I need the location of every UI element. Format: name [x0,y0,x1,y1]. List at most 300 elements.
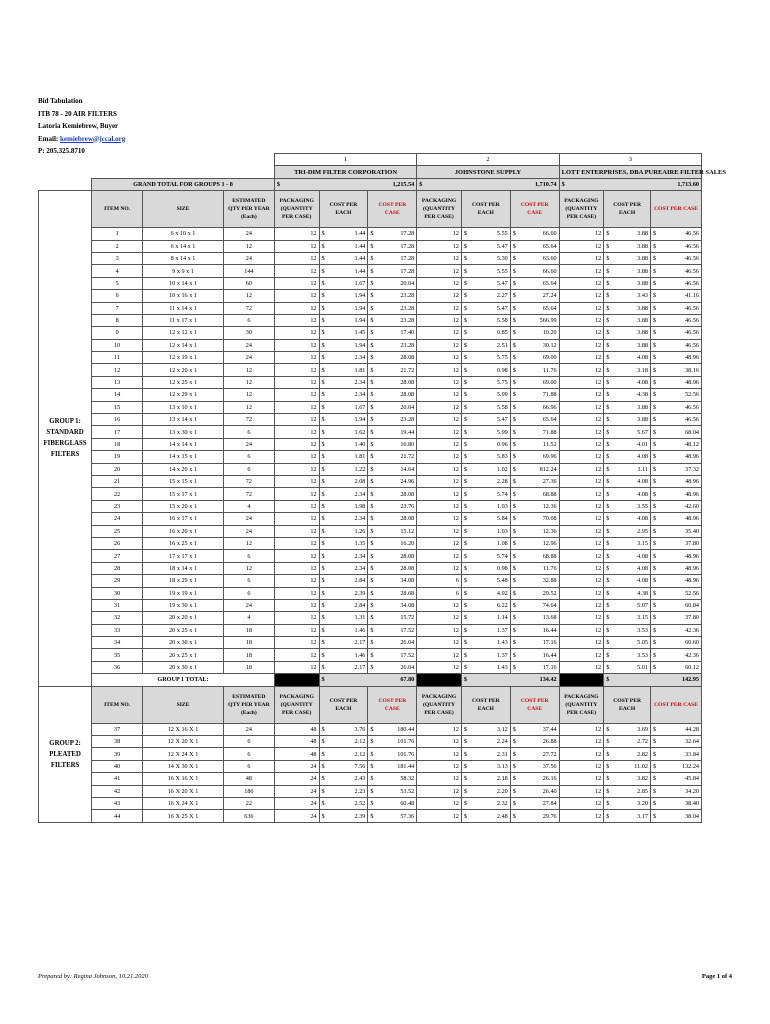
cost-each: $ 5.74 [461,550,510,562]
est-qty: 12 [223,389,274,401]
cost-each: $ 5.58 [461,314,510,326]
cost-case: $ 17.28 [368,228,417,240]
item-no: 2 [92,240,143,252]
cost-case: $ 26.16 [510,773,559,785]
packaging-qty: 12 [274,314,319,326]
cost-each: $ 5.47 [461,240,510,252]
cost-case: $ 60.84 [651,599,702,611]
cost-case: $ 68.04 [651,426,702,438]
grand-total-row [39,178,702,190]
cost-each: $ 3.88 [604,314,651,326]
item-size: 11 x 17 x 1 [143,314,224,326]
cost-each: $ 1.81 [319,364,368,376]
cost-each: $ 3.69 [604,723,651,735]
packaging-qty: 12 [417,401,462,413]
est-qty: 22 [223,797,274,809]
packaging-qty: 12 [274,426,319,438]
item-no: 12 [92,364,143,376]
packaging-qty: 12 [417,426,462,438]
cost-case: $ 46.56 [651,252,702,264]
packaging-qty: 12 [417,513,462,525]
packaging-qty: 12 [417,649,462,661]
cost-each: $ 3.76 [319,723,368,735]
cost-case: $ 23.28 [368,414,417,426]
prepared-by: Prepared by: Regina Johnson, 10.21.2020 [38,973,148,980]
est-qty: 24 [223,252,274,264]
table-row [39,376,702,388]
item-size: 6 x 10 x 1 [143,228,224,240]
col-est-qty: ESTIMATED QTY PER YEAR (Each) [223,191,274,228]
cost-each: $ 1.94 [319,339,368,351]
col-cost-each: COST PER EACH [319,191,368,228]
cost-case: $ 23.28 [368,302,417,314]
cost-each: $ 3.15 [604,612,651,624]
cost-each: $ 3.55 [604,500,651,512]
cost-case: $ 28.68 [368,587,417,599]
cost-each: $ 1.67 [319,277,368,289]
item-no: 4 [92,265,143,277]
col-packaging: PACKAGING (QUANTITY PER CASE) [417,191,462,228]
packaging-qty: 48 [274,748,319,760]
cost-case: $ 44.28 [651,723,702,735]
cost-each: $ 3.43 [604,290,651,302]
packaging-qty: 12 [274,438,319,450]
item-size: 16 x 20 x 1 [143,525,224,537]
est-qty: 72 [223,414,274,426]
packaging-qty: 12 [274,451,319,463]
cost-case: $ 21.72 [368,364,417,376]
buyer-name: Latoria Kemiebrew, Buyer [38,122,119,130]
cost-case: $ 181.44 [368,760,417,772]
item-size: 13 x 14 x 1 [143,414,224,426]
cost-each: $ 1.44 [319,240,368,252]
cost-each: $ 1.62 [319,426,368,438]
group-total-label: GROUP 1 TOTAL: [92,674,275,686]
packaging-qty: 12 [417,364,462,376]
cost-case: $ 11.52 [510,438,559,450]
item-size: 20 x 25 x 1 [143,624,224,636]
cost-each: $ 5.47 [461,277,510,289]
est-qty: 4 [223,500,274,512]
cost-case: $ 41.16 [651,290,702,302]
cost-each: $ 1.94 [319,290,368,302]
packaging-qty: 12 [417,661,462,673]
cost-each: $ 1.45 [319,327,368,339]
cost-each: $ 11.02 [604,760,651,772]
cost-each: $ 5.84 [461,513,510,525]
item-no: 22 [92,488,143,500]
table-row [39,637,702,649]
item-size: 15 x 17 x 1 [143,488,224,500]
cost-case: $ 69.00 [510,352,559,364]
packaging-qty: 12 [417,637,462,649]
item-no: 36 [92,661,143,673]
packaging-qty: 12 [559,364,604,376]
cost-case: $ 52.56 [651,587,702,599]
est-qty: 24 [223,228,274,240]
item-size: 16 X 16 X 1 [143,773,224,785]
cost-case: $ 66.60 [510,228,559,240]
cost-case: $ 13.68 [510,612,559,624]
cost-each: $ 3.88 [604,277,651,289]
est-qty: 60 [223,277,274,289]
packaging-qty: 12 [274,599,319,611]
est-qty: 72 [223,488,274,500]
item-no: 40 [92,760,143,772]
table-row [39,562,702,574]
item-size: 10 x 14 x 1 [143,277,224,289]
cost-case: $ 29.76 [510,810,559,822]
buyer-email-link[interactable]: kemiebrew@jccal.org [59,134,126,143]
packaging-qty: 12 [417,748,462,760]
item-size: 16 X 25 X 1 [143,810,224,822]
cost-each: $ 3.53 [604,624,651,636]
cost-case: $ 69.00 [510,376,559,388]
item-size: 9 x 9 x 1 [143,265,224,277]
cost-each: $ 5.47 [461,414,510,426]
cost-case: $ 48.96 [651,376,702,388]
packaging-qty: 12 [559,736,604,748]
table-row [39,414,702,426]
cost-each: $ 4.38 [604,389,651,401]
cost-each: $ 2.17 [319,637,368,649]
cost-each: $ 5.75 [461,376,510,388]
packaging-qty: 12 [417,389,462,401]
itb-number: ITB 78 - 20 AIR FILTERS [38,109,117,118]
cost-each: $ 2.82 [604,748,651,760]
cost-case: $ 30.12 [510,339,559,351]
cost-case: $ 37.44 [510,723,559,735]
packaging-qty: 12 [417,537,462,549]
item-no: 20 [92,463,143,475]
packaging-qty: 12 [274,637,319,649]
est-qty: 24 [223,438,274,450]
est-qty: 24 [223,339,274,351]
col-packaging: PACKAGING (QUANTITY PER CASE) [274,686,319,723]
est-qty: 144 [223,265,274,277]
cost-each: $ 6.22 [461,599,510,611]
cost-case: $ 48.96 [651,451,702,463]
cost-case: $ 11.76 [510,364,559,376]
cost-case: $ 17.52 [368,649,417,661]
packaging-qty: 12 [417,240,462,252]
cost-each: $ 1.94 [319,414,368,426]
item-size: 17 x 17 x 1 [143,550,224,562]
cost-each: $ 0.98 [461,364,510,376]
packaging-qty: 12 [417,277,462,289]
cost-each: $ 1.08 [461,537,510,549]
packaging-qty: 12 [559,252,604,264]
packaging-qty: 12 [559,525,604,537]
cost-case: $ 66.96 [510,401,559,413]
item-no: 27 [92,550,143,562]
cost-case: $ 48.96 [651,488,702,500]
packaging-qty: 12 [417,612,462,624]
cost-each: $ 2.31 [461,748,510,760]
item-no: 14 [92,389,143,401]
packaging-qty: 12 [417,736,462,748]
item-no: 18 [92,438,143,450]
cost-case: $ 70.08 [510,513,559,525]
packaging-qty: 12 [559,488,604,500]
vendor-name: JOHNSTONE SUPPLY [417,166,559,178]
packaging-qty: 12 [559,785,604,797]
group-label: GROUP 2: PLEATED FILTERS [39,686,92,822]
cost-case: $ 32.64 [651,736,702,748]
cost-case: $ 20.04 [368,401,417,413]
cost-each: $ 4.08 [604,451,651,463]
est-qty: 6 [223,451,274,463]
item-no: 24 [92,513,143,525]
table-row [39,575,702,587]
table-row [39,525,702,537]
table-row [39,649,702,661]
packaging-qty: 12 [274,364,319,376]
cost-each: $ 2.72 [604,736,651,748]
packaging-qty: 12 [559,401,604,413]
cost-each: $ 2.18 [461,773,510,785]
col-size: SIZE [143,191,224,228]
packaging-qty: 12 [417,265,462,277]
cost-case: $ 38.16 [651,364,702,376]
packaging-qty: 48 [274,723,319,735]
cost-case: $ 20.04 [368,277,417,289]
vendor-name-row [39,166,702,178]
packaging-qty: 12 [559,240,604,252]
cost-case: $ 66.60 [510,265,559,277]
cost-each: $ 2.95 [604,525,651,537]
packaging-qty: 12 [417,562,462,574]
col-item-no: ITEM NO. [92,191,143,228]
cost-each: $ 4.08 [604,513,651,525]
cost-each: $ 1.03 [461,500,510,512]
cost-each: $ 4.08 [604,488,651,500]
cost-case: $ 566.99 [510,314,559,326]
packaging-qty: 12 [559,562,604,574]
table-row [39,265,702,277]
table-row [39,228,702,240]
cost-each: $ 5.47 [461,302,510,314]
item-size: 6 x 14 x 1 [143,240,224,252]
cost-case: $ 63.60 [510,252,559,264]
table-row [39,389,702,401]
cost-case: $ 12.36 [510,500,559,512]
packaging-qty: 12 [559,389,604,401]
cost-each: $ 2.20 [461,785,510,797]
cost-each: $ 2.12 [319,748,368,760]
cost-each: $ 2.34 [319,389,368,401]
cost-each: $ 2.34 [319,352,368,364]
cost-case: $ 48.96 [651,513,702,525]
item-no: 1 [92,228,143,240]
cost-each: $ 5.99 [461,389,510,401]
packaging-qty: 12 [417,290,462,302]
table-row [39,736,702,748]
item-no: 19 [92,451,143,463]
cost-each: $ 3.88 [604,302,651,314]
cost-each: $ 2.84 [319,599,368,611]
col-cost-each: COST PER EACH [461,191,510,228]
cost-each: $ 3.88 [604,339,651,351]
packaging-qty: 12 [559,637,604,649]
est-qty: 6 [223,760,274,772]
item-no: 32 [92,612,143,624]
vendor-number: 3 [559,154,701,166]
est-qty: 186 [223,785,274,797]
table-row [39,537,702,549]
packaging-qty: 12 [559,760,604,772]
col-size: SIZE [143,686,224,723]
cost-each: $ 0.98 [461,562,510,574]
packaging-qty: 12 [559,352,604,364]
doc-title: Bid Tabulation [38,97,83,105]
cost-case: $ 17.16 [510,661,559,673]
cost-each: $ 4.08 [604,575,651,587]
est-qty: 6 [223,550,274,562]
cost-each: $ 0.85 [461,327,510,339]
cost-each: $ 3.82 [604,773,651,785]
cost-each: $ 2.39 [319,810,368,822]
packaging-qty: 12 [559,575,604,587]
cost-case: $ 37.56 [510,760,559,772]
table-row [39,587,702,599]
packaging-qty: 24 [274,773,319,785]
packaging-qty: 12 [559,228,604,240]
cost-each: $ 2.12 [319,736,368,748]
col-cost-each: COST PER EACH [319,686,368,723]
cost-case: $ 53.52 [368,785,417,797]
item-size: 18 x 29 x 1 [143,575,224,587]
cost-case: $ 46.56 [651,265,702,277]
cost-each: $ 5.83 [461,451,510,463]
cost-case: $ 58.32 [368,773,417,785]
table-row [39,810,702,822]
cost-case: $ 48.96 [651,352,702,364]
packaging-qty: 12 [417,760,462,772]
packaging-qty: 12 [274,339,319,351]
est-qty: 12 [223,364,274,376]
col-cost-each: COST PER EACH [604,191,651,228]
table-row [39,550,702,562]
packaging-qty: 12 [274,277,319,289]
cost-each: $ 1.43 [461,661,510,673]
table-row [39,488,702,500]
cost-case: $ 101.76 [368,736,417,748]
item-no: 13 [92,376,143,388]
packaging-qty: 12 [417,488,462,500]
cost-each: $ 5.74 [461,488,510,500]
item-size: 16 x 17 x 1 [143,513,224,525]
cost-each: $ 5.05 [604,637,651,649]
item-size: 12 x 19 x 1 [143,352,224,364]
col-cost-case: COST PER CASE [651,686,702,723]
cost-each: $ 4.92 [461,587,510,599]
packaging-qty: 12 [417,451,462,463]
cost-case: $ 180.44 [368,723,417,735]
cost-each: $ 1.22 [319,463,368,475]
cost-case: $ 28.08 [368,376,417,388]
packaging-qty: 12 [274,624,319,636]
cost-each: $ 3.15 [604,537,651,549]
cost-each: $ 3.88 [604,401,651,413]
table-row [39,475,702,487]
est-qty: 24 [223,525,274,537]
item-size: 20 x 20 x 1 [143,612,224,624]
cost-case: $ 17.28 [368,240,417,252]
table-row [39,513,702,525]
packaging-qty: 12 [274,376,319,388]
packaging-qty: 12 [274,265,319,277]
packaging-qty: 12 [274,302,319,314]
col-cost-case: COST PER CASE [651,191,702,228]
est-qty: 24 [223,723,274,735]
packaging-qty: 12 [417,797,462,809]
cost-case: $ 46.56 [651,414,702,426]
packaging-qty: 12 [417,463,462,475]
cost-case: $ 17.16 [510,637,559,649]
item-no: 30 [92,587,143,599]
cost-case: $ 29.52 [510,587,559,599]
cost-case: $ 16.44 [510,649,559,661]
packaging-qty: 12 [559,327,604,339]
packaging-qty: 12 [559,587,604,599]
cost-case: $ 23.28 [368,314,417,326]
cost-case: $ 27.84 [510,797,559,809]
cost-case: $ 48.96 [651,562,702,574]
cost-each: $ 3.88 [604,265,651,277]
cost-case: $ 23.76 [368,500,417,512]
cost-each: $ 3.11 [604,463,651,475]
item-no: 3 [92,252,143,264]
packaging-qty: 24 [274,785,319,797]
item-no: 26 [92,537,143,549]
item-size: 14 x 14 x 1 [143,438,224,450]
cost-case: $ 26.04 [368,661,417,673]
packaging-qty: 12 [417,438,462,450]
cost-each: $ 4.08 [604,562,651,574]
cost-case: $ 15.72 [368,612,417,624]
table-row [39,723,702,735]
cost-case: $ 28.08 [368,562,417,574]
item-size: 12 x 14 x 1 [143,339,224,351]
item-size: 20 x 30 x 1 [143,637,224,649]
packaging-qty: 12 [559,723,604,735]
packaging-qty: 12 [559,797,604,809]
group-label: GROUP 1: STANDARD FIBERGLASS FILTERS [39,191,92,686]
packaging-qty: 48 [274,736,319,748]
packaging-qty: 12 [559,438,604,450]
item-no: 39 [92,748,143,760]
cost-case: $ 46.56 [651,228,702,240]
cost-case: $ 16.44 [510,624,559,636]
packaging-qty: 12 [274,550,319,562]
cost-each: $ 2.34 [319,550,368,562]
cost-each: $ 3.88 [604,240,651,252]
packaging-qty: 12 [274,401,319,413]
table-row [39,401,702,413]
packaging-qty: 12 [417,550,462,562]
cost-each: $ 4.08 [604,550,651,562]
est-qty: 24 [223,513,274,525]
cost-each: $ 3.88 [604,327,651,339]
col-packaging: PACKAGING (QUANTITY PER CASE) [559,686,604,723]
cost-each: $ 2.34 [319,562,368,574]
cost-case: $ 35.40 [651,525,702,537]
cost-each: $ 1.44 [319,252,368,264]
cost-each: $ 2.24 [461,736,510,748]
cost-each: $ 1.98 [319,500,368,512]
table-row [39,463,702,475]
